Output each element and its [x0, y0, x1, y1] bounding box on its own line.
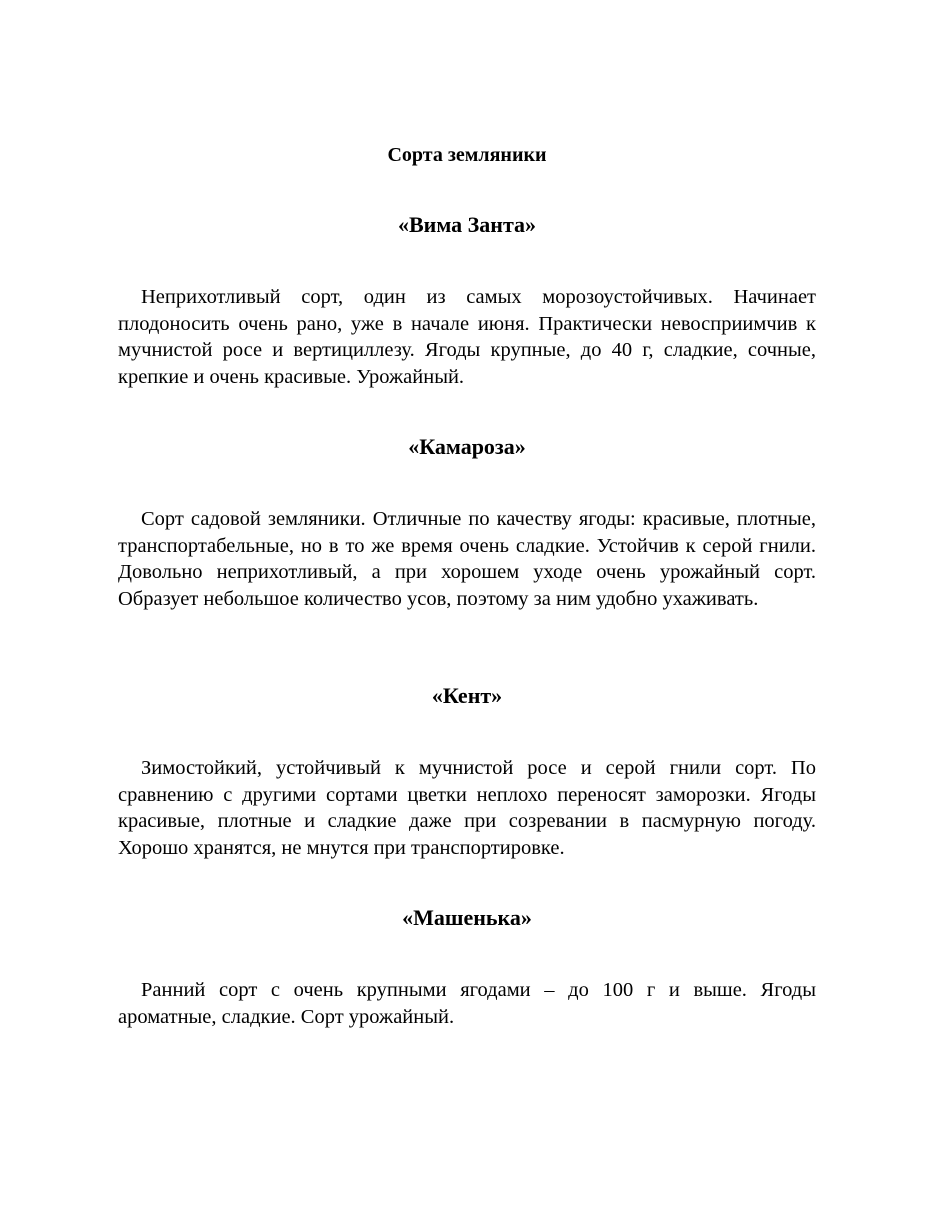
- variety-description-vima-zanta: Неприхотливый сорт, один из самых морозоустойчивых. Начинает плодоносить очень рано, уже в начале июня. Практически невосприимчив к мучнистой росе и вертициллезу. Ягоды крупные, до 40 г, сладкие, сочные, крепкие и очень красивые. Урожайный.: [118, 286, 816, 388]
- variety-description-kent: Зимостойкий, устойчивый к мучнистой росе и серой гнили сорт. По сравнению с другими сортами цветки неплохо переносят заморозки. Ягоды красивые, плотные и сладкие даже при созревании в пасмурную погоду. Хорошо хранятся, не мнутся при транспортировке.: [118, 757, 816, 859]
- variety-description-mashenka: Ранний сорт с очень крупными ягодами – до 100 г и выше. Ягоды ароматные, сладкие. Сорт урожайный.: [118, 979, 816, 1028]
- variety-heading-mashenka: «Машенька»: [402, 905, 532, 930]
- variety-heading-kent: «Кент»: [431, 683, 503, 708]
- document-title: Сорта земляники: [387, 144, 547, 166]
- variety-heading-vima-zanta: «Вима Занта»: [397, 212, 537, 237]
- variety-heading-kamaroza: «Камароза»: [408, 434, 526, 459]
- variety-description-kamaroza: Сорт садовой земляники. Отличные по качеству ягоды: красивые, плотные, транспортабельные, но в то же время очень сладкие. Устойчив к серой гнили. Довольно неприхотливый, а при хорошем уходе очень урожайный сорт. Образует небольшое количество усов, поэтому за ним удобно ухаживать.: [118, 508, 816, 610]
